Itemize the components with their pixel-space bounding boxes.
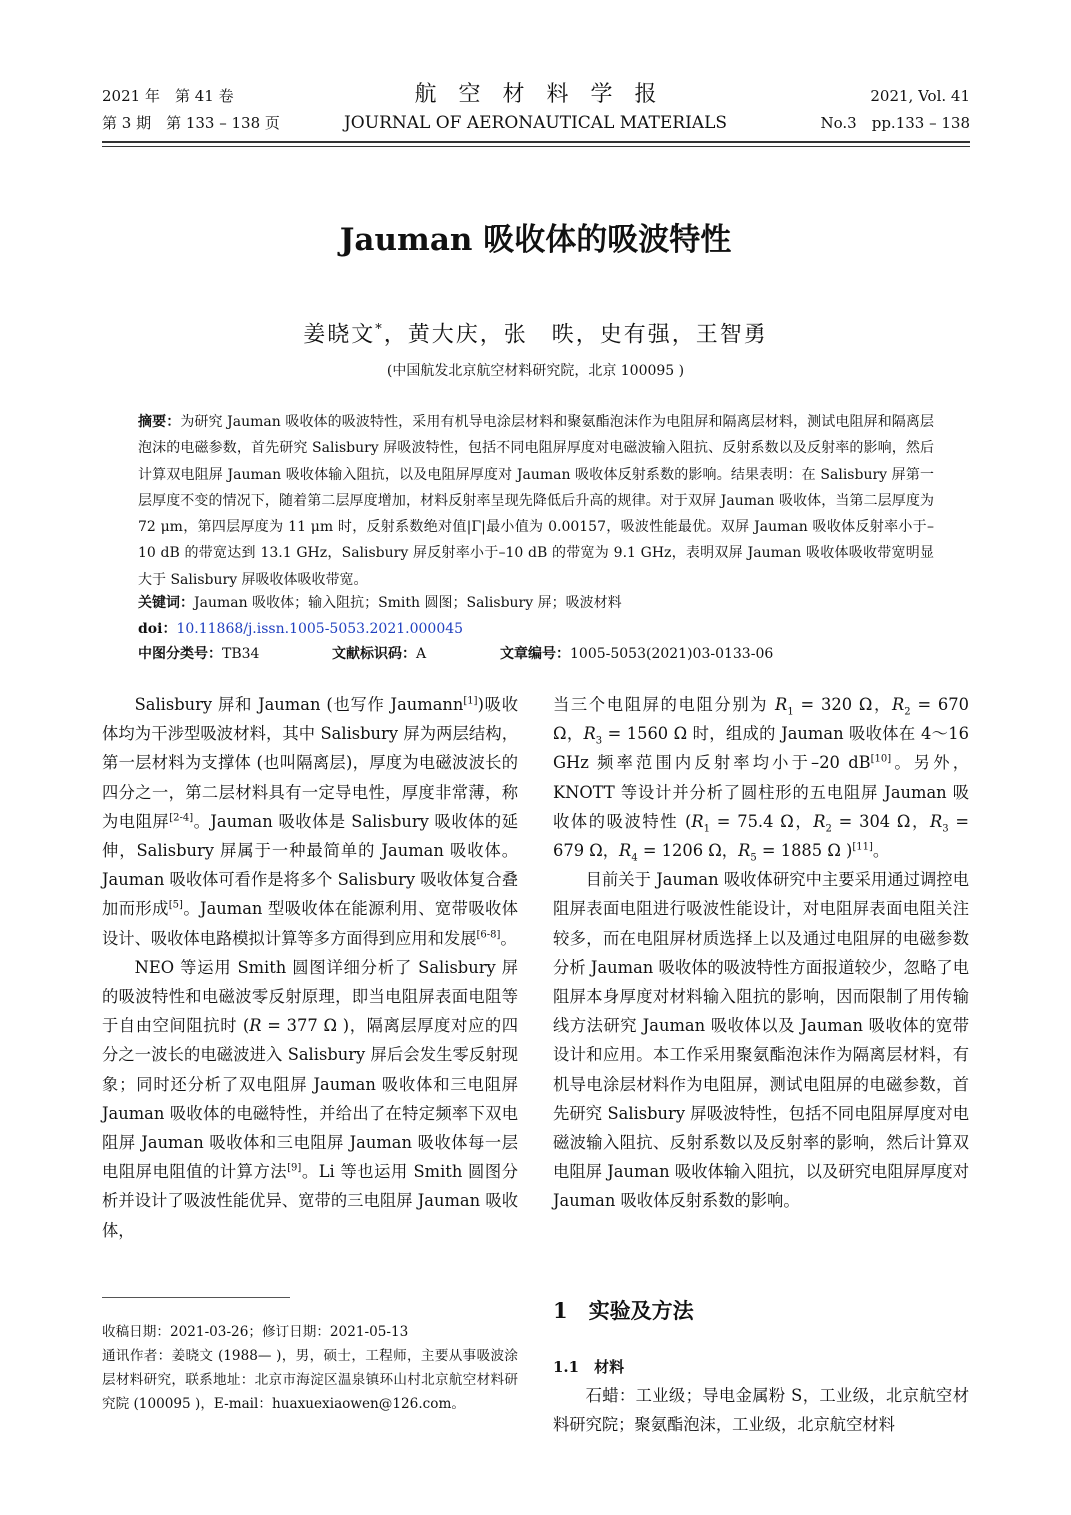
journal-title-cn: 航 空 材 料 学 报 xyxy=(414,82,657,107)
text-run: = 304 Ω， xyxy=(831,811,930,831)
keywords-text: Jauman 吸收体；输入阻抗；Smith 圆图；Salisbury 屏；吸波材料 xyxy=(194,595,622,611)
corresponding-author-mark: * xyxy=(375,322,384,337)
text-run: 。Jauman 吸收体是 Salisbury 吸收体的延伸，Salisbury 屏属于一种最简单的 Jauman 吸收体。Jauman 吸收体可看作是将多个 Salisbury 吸收体复合叠加而形成 xyxy=(102,811,518,919)
affiliation: (中国航发北京航空材料研究院，北京 100095 ) xyxy=(386,363,685,379)
text-run: 。另外，KNOTT 等设计并分析了圆柱形的五电阻屏 Jauman 吸收体的吸波特性 ( xyxy=(553,753,969,831)
document-code xyxy=(332,642,426,666)
body-left-column xyxy=(102,690,518,1245)
paragraph: 当三个电阻屏的电阻分别为 $R_1 = 320$ Ω，$R_2 = 670$ Ω，$R_3 = 1560$ Ω 时，组成的 Jauman 吸收体在 4～16 GHz 频率范围内反射率均小于–20 dB[10]。另外，KNOTT 等设计并分析了圆柱形的五电阻屏 Jauman 吸收体的吸波特性 ($R_1 = 75.4$ Ω，$R_2 = 304$ Ω，$R_3 = 679$ Ω，$R_4 = 1206$ Ω，$R_5 = 1885$ Ω )[11]。 xyxy=(553,695,970,864)
header-year-volume-en: 2021, Vol. 41 xyxy=(870,87,970,105)
text-run: 当三个电阻屏的电阻分别为 xyxy=(553,695,776,714)
clc-label: 中图分类号： xyxy=(138,646,222,662)
article-value: 1005-5053(2021)03-0133-06 xyxy=(570,646,774,662)
header-year-volume: 2021 年 第 41 卷 xyxy=(102,87,234,105)
citation[interactable]: [11] xyxy=(852,841,873,853)
text-run: 。Jauman 型吸收体在能源利用、宽带吸收体设计、吸收体电路模拟计算等多方面得到应用和发展 xyxy=(102,899,518,948)
text-run: = 670 Ω， xyxy=(553,695,969,744)
text-run: = 320 Ω， xyxy=(793,695,892,714)
text-run: = 1206 Ω， xyxy=(637,841,739,861)
abstract xyxy=(138,409,934,593)
header-rule-thick xyxy=(102,141,970,143)
article-number xyxy=(500,642,773,666)
author-1: 姜晓文 xyxy=(303,322,376,348)
corresponding-author-info: 通讯作者：姜晓文 (1988— )，男，硕士，工程师，主要从事吸波涂层材料研究，联系地址：北京市海淀区温泉镇环山村北京航空材料研究院 (100095 )，E-mail：huaxuexiaowen@126.com。 xyxy=(102,1348,518,1412)
citation[interactable]: [2-4] xyxy=(169,812,194,824)
citation[interactable]: [1] xyxy=(463,695,478,707)
text-run: 。 xyxy=(500,928,517,948)
text-run: = 75.4 Ω， xyxy=(710,811,814,831)
paper-title: Jauman 吸收体的吸波特性 xyxy=(339,222,732,258)
materials-paragraph xyxy=(553,1381,969,1439)
subsection-heading: 1.1 材料 xyxy=(553,1358,625,1376)
other-authors: ，黄大庆，张 昳，史有强，王智勇 xyxy=(383,322,768,348)
article-label: 文章编号： xyxy=(500,646,570,662)
citation[interactable]: [9] xyxy=(287,1162,302,1174)
author-list xyxy=(0,315,1071,350)
footnote-rule xyxy=(102,1297,290,1298)
doi-label: doi： xyxy=(138,621,177,637)
abstract-label: 摘要： xyxy=(138,414,181,430)
text-run: = 377 Ω )，隔离层厚度对应的四分之一波长的电磁波进入 Salisbury 屏后会发生零反射现象；同时还分析了双电阻屏 Jauman 吸收体和三电阻屏 Jauman 吸收体的电磁特性，并给出了在特定频率下双电阻屏 Jauman 吸收体和三电阻屏 Jauman 吸收体每一层电阻屏电阻值的计算方法 xyxy=(102,1016,518,1182)
doi-link[interactable]: 10.11868/j.issn.1005-5053.2021.000045 xyxy=(176,621,464,637)
text-run: 。Li 等也运用 Smith 圆图分析并设计了吸波性能优异、宽带的三电阻屏 Jauman 吸收体， xyxy=(102,1162,518,1240)
text-run: = 1560 Ω 时，组成的 Jauman 吸收体在 4～16 GHz 频率范围内反射率均小于–20 dB xyxy=(553,724,969,773)
header-issue-pages-en: No.3 pp.133 – 138 xyxy=(820,114,970,132)
received-dates: 收稿日期：2021-03-26；修订日期：2021-05-13 xyxy=(102,1324,409,1340)
doccode-value: A xyxy=(416,646,427,662)
text-run: = 679 Ω， xyxy=(553,811,970,861)
header-rule-thin xyxy=(102,146,970,147)
abstract-text: 为研究 Jauman 吸收体的吸波特性，采用有机导电涂层材料和聚氨酯泡沫作为电阻屏和隔离层材料，测试电阻屏和隔离层泡沫的电磁参数，首先研究 Salisbury 屏吸波特性，包括不同电阻屏厚度对电磁波输入阻抗、反射系数以及反射率的影响，然后计算双电阻屏 Jauman 吸收体输入阻抗，以及电阻屏厚度对 Jauman 吸收体反射系数的影响。结果表明：在 Salisbury 屏第一层厚度不变的情况下，随着第二层厚度增加，材料反射率呈现先降低后升高的规律。对于双屏 Jauman 吸收体，当第二层厚度为 72 μm，第四层厚度为 11 μm 时，反射系数绝对值|Γ|最小值为 0.00157，吸波性能最优。双屏 Jauman 吸收体反射率小于–10 dB 的带宽达到 13.1 GHz，Salisbury 屏反射率小于–10 dB 的带宽为 9.1 GHz，表明双屏 Jauman 吸收体吸收带宽明显大于 Salisbury 屏吸收体吸收带宽。 xyxy=(138,414,934,588)
citation[interactable]: [10] xyxy=(870,753,892,765)
variable-r: R xyxy=(249,1016,262,1036)
header-issue-pages: 第 3 期 第 133 – 138 页 xyxy=(102,114,280,132)
text-run: 。 xyxy=(872,841,890,861)
footnote xyxy=(102,1320,518,1416)
clc-code xyxy=(138,642,259,666)
citation[interactable]: [6-8] xyxy=(476,929,501,941)
paragraph xyxy=(102,690,518,953)
body-right-column xyxy=(553,690,969,1216)
text-run: Salisbury 屏和 Jauman (也写作 Jaumann xyxy=(134,695,464,714)
keywords-label: 关键词： xyxy=(138,595,194,611)
paragraph: 石蜡：工业级；导电金属粉 S，工业级，北京航空材料研究院；聚氨酯泡沫，工业级，北京航空材料 xyxy=(553,1386,969,1435)
journal-title-en: JOURNAL OF AERONAUTICAL MATERIALS xyxy=(343,113,728,133)
doi-line xyxy=(138,617,934,641)
citation[interactable]: [5] xyxy=(168,900,183,911)
clc-value: TB34 xyxy=(222,646,260,662)
text-run: = 1885 Ω ) xyxy=(756,841,853,861)
paragraph: 目前关于 Jauman 吸收体研究中主要采用通过调控电阻屏表面电阻进行吸波性能设计，对电阻屏表面电阻关注较多，而在电阻屏材质选择上以及通过电阻屏的电磁参数分析 Jauman 吸收体的吸波特性方面报道较少，忽略了电阻屏本身厚度对材料输入阻抗的影响，因而限制了用传输线方法研究 Jauman 吸收体以及 Jauman 吸收体的宽带设计和应用。本工作采用聚氨酯泡沫作为隔离层材料，有机导电涂层材料作为电阻屏，测试电阻屏的电磁参数，首先研究 Salisbury 屏吸波特性，包括不同电阻屏厚度对电磁波输入阻抗、反射系数以及反射率的影响，然后计算双电阻屏 Jauman 吸收体输入阻抗，以及研究电阻屏厚度对 Jauman 吸收体反射系数的影响。 xyxy=(553,870,969,1211)
section-heading: 1 实验及方法 xyxy=(553,1298,694,1323)
text-run: NEO 等运用 Smith 圆图详细分析了 Salisbury 屏的吸波特性和电磁波零反射原理，即当电阻屏表面电阻等于自由空间阻抗时 ( xyxy=(102,957,518,1036)
text-run: )吸收体均为干涉型吸波材料，其中 Salisbury 屏为两层结构，第一层材料为支撑体 (也叫隔离层)，厚度为电磁波波长的四分之一，第二层材料具有一定导电性，厚度非常薄，称为电阻屏 xyxy=(102,695,519,831)
keywords xyxy=(138,591,934,615)
paragraph xyxy=(102,953,518,1245)
doccode-label: 文献标识码： xyxy=(332,646,416,662)
